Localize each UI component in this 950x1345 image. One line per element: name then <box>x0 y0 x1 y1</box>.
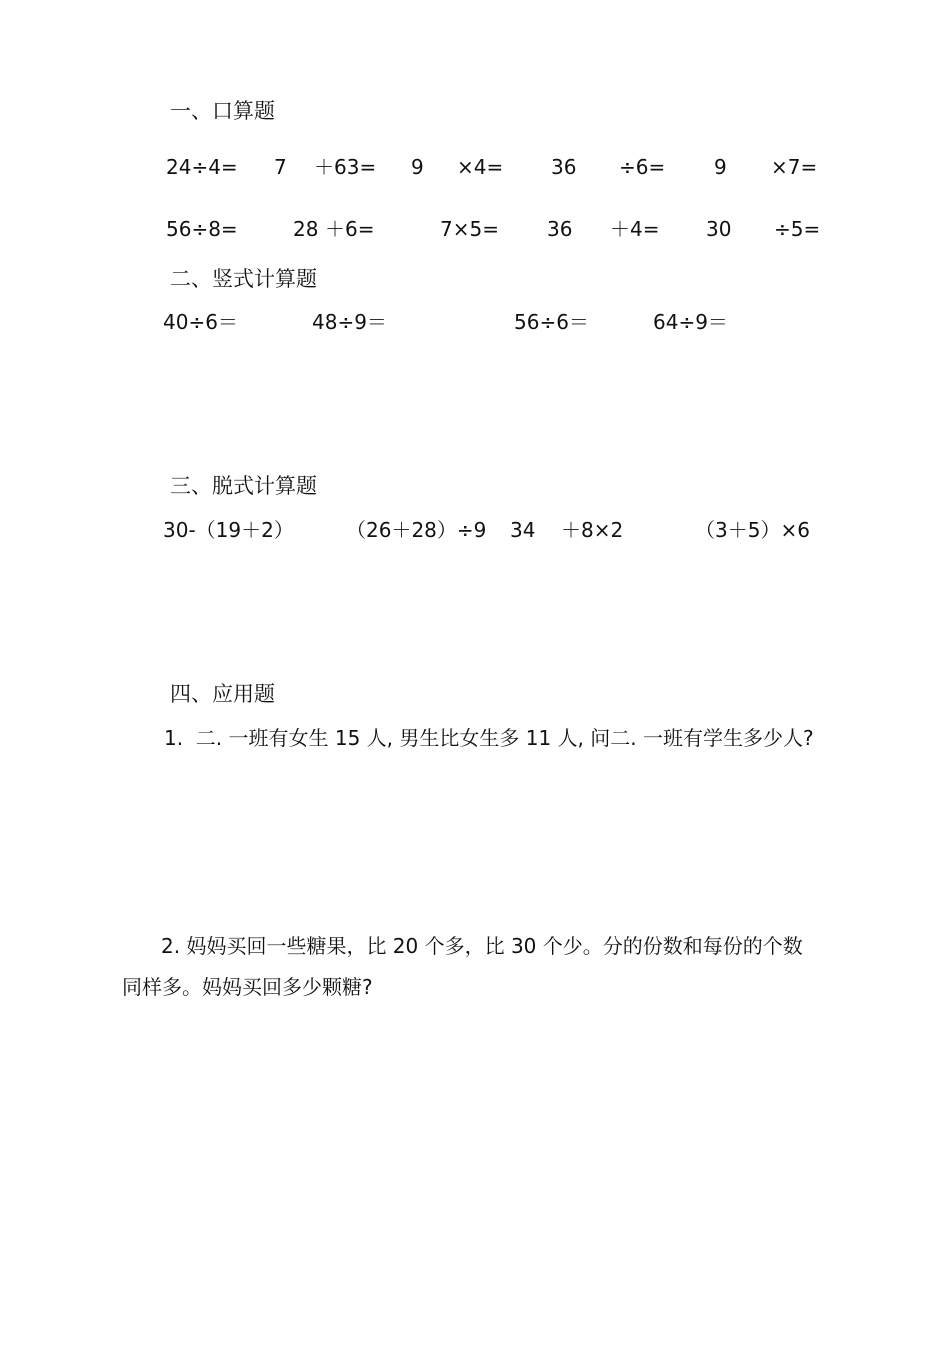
stepwise-item: 30-（19＋2） <box>163 518 294 542</box>
oral-item: ×7= <box>771 155 818 179</box>
oral-item: 9 <box>714 155 727 179</box>
oral-item: 9 <box>411 155 424 179</box>
stepwise-item: （26＋28）÷9 <box>346 518 487 542</box>
oral-item: ＋4= <box>610 217 660 241</box>
section-title-stepwise: 三、脱式计算题 <box>170 474 317 498</box>
oral-item: 28 <box>293 217 319 241</box>
oral-item: ＋6= <box>325 217 375 241</box>
oral-item: 24÷4= <box>166 155 238 179</box>
stepwise-item: 34 <box>510 518 536 542</box>
question-2-line-2: 同样多。妈妈买回多少颗糖? <box>122 975 373 999</box>
oral-item: ＋63= <box>314 155 377 179</box>
oral-item: 36 <box>547 217 573 241</box>
section-title-applied: 四、应用题 <box>170 682 275 706</box>
stepwise-item: ＋8×2 <box>561 518 624 542</box>
oral-item: 7 <box>274 155 287 179</box>
question-1: 1. 二. 一班有女生 15 人, 男生比女生多 11 人, 问二. 一班有学生多少人? <box>164 726 814 750</box>
section-title-vertical: 二、竖式计算题 <box>170 267 317 291</box>
oral-item: ÷5= <box>774 217 821 241</box>
oral-item: 36 <box>551 155 577 179</box>
section-title-oral: 一、口算题 <box>170 99 275 123</box>
vertical-item: 64÷9＝ <box>653 310 728 334</box>
oral-item: 7×5= <box>440 217 499 241</box>
oral-item: ×4= <box>457 155 504 179</box>
oral-item: ÷6= <box>619 155 666 179</box>
vertical-item: 40÷6＝ <box>163 310 238 334</box>
oral-item: 56÷8= <box>166 217 238 241</box>
oral-item: 30 <box>706 217 732 241</box>
vertical-item: 56÷6＝ <box>514 310 589 334</box>
vertical-item: 48÷9＝ <box>312 310 387 334</box>
question-2-line-1: 2. 妈妈买回一些糖果，比 20 个多，比 30 个少。分的份数和每份的个数 <box>161 934 803 958</box>
stepwise-item: （3＋5）×6 <box>695 518 810 542</box>
